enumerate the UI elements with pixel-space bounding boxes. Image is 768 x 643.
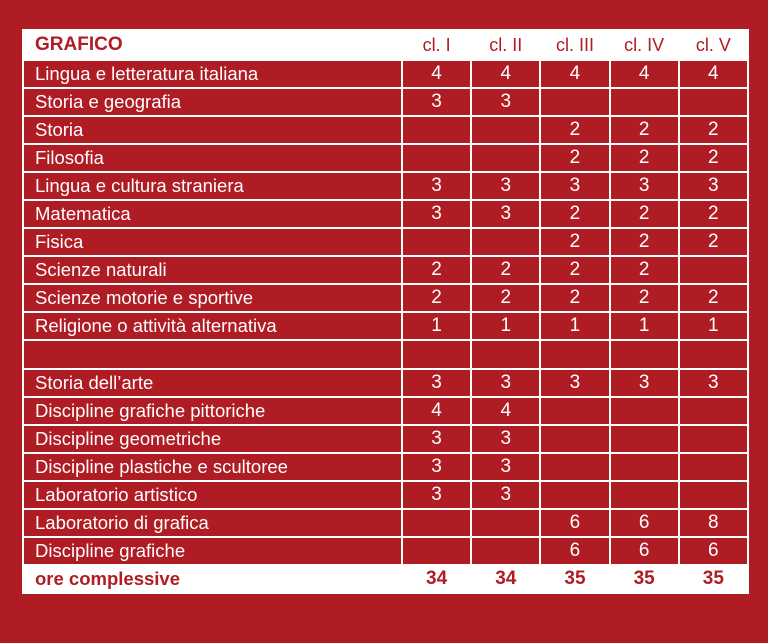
subject-cell: Laboratorio di grafica: [23, 509, 402, 537]
table-row: [23, 481, 748, 509]
hours-cell: 3: [610, 369, 679, 397]
table-row: [23, 200, 748, 228]
hours-cell: [540, 397, 609, 425]
hours-cell: 3: [471, 200, 540, 228]
hours-cell: 2: [540, 116, 609, 144]
hours-cell: 2: [540, 144, 609, 172]
hours-cell: 2: [679, 116, 748, 144]
total-row: [23, 565, 748, 593]
hours-cell: 6: [540, 537, 609, 565]
class-header-5: cl. V: [679, 30, 748, 60]
hours-cell: [540, 340, 609, 369]
timetable: [22, 29, 749, 594]
hours-cell: 2: [540, 256, 609, 284]
hours-cell: 3: [402, 200, 471, 228]
timetable-container: [22, 29, 749, 594]
table-title: GRAFICO: [23, 30, 402, 60]
hours-cell: 3: [402, 425, 471, 453]
hours-cell: 6: [610, 509, 679, 537]
hours-cell: 3: [471, 453, 540, 481]
table-row: [23, 116, 748, 144]
hours-cell: 3: [471, 481, 540, 509]
hours-cell: [540, 88, 609, 116]
subject-cell: [23, 340, 402, 369]
subject-cell: Religione o attività alternativa: [23, 312, 402, 340]
hours-cell: 4: [679, 60, 748, 88]
hours-cell: 3: [402, 453, 471, 481]
table-row: [23, 284, 748, 312]
class-header-2: cl. II: [471, 30, 540, 60]
total-hours-cell: 35: [540, 565, 609, 593]
hours-cell: [679, 256, 748, 284]
hours-cell: 6: [679, 537, 748, 565]
hours-cell: 1: [540, 312, 609, 340]
table-row: [23, 369, 748, 397]
subject-cell: Matematica: [23, 200, 402, 228]
hours-cell: 8: [679, 509, 748, 537]
hours-cell: 3: [540, 172, 609, 200]
hours-cell: 3: [540, 369, 609, 397]
hours-cell: 2: [610, 116, 679, 144]
hours-cell: [679, 340, 748, 369]
subject-cell: Discipline grafiche: [23, 537, 402, 565]
hours-cell: 2: [540, 284, 609, 312]
table-row: [23, 144, 748, 172]
table-row: [23, 509, 748, 537]
hours-cell: 2: [471, 256, 540, 284]
hours-cell: 2: [679, 284, 748, 312]
total-hours-cell: 34: [402, 565, 471, 593]
table-row: [23, 453, 748, 481]
hours-cell: 3: [402, 369, 471, 397]
hours-cell: [471, 509, 540, 537]
hours-cell: [540, 453, 609, 481]
hours-cell: 3: [679, 369, 748, 397]
hours-cell: 2: [471, 284, 540, 312]
table-row: [23, 256, 748, 284]
hours-cell: 4: [402, 397, 471, 425]
subject-cell: Discipline plastiche e scultoree: [23, 453, 402, 481]
hours-cell: 2: [679, 200, 748, 228]
hours-cell: [402, 228, 471, 256]
hours-cell: 1: [402, 312, 471, 340]
table-row: [23, 340, 748, 369]
subject-cell: Discipline geometriche: [23, 425, 402, 453]
hours-cell: [610, 397, 679, 425]
hours-cell: [610, 453, 679, 481]
table-row: [23, 312, 748, 340]
total-hours-cell: 34: [471, 565, 540, 593]
hours-cell: [402, 116, 471, 144]
hours-cell: 3: [679, 172, 748, 200]
subject-cell: Filosofia: [23, 144, 402, 172]
hours-cell: 3: [471, 88, 540, 116]
class-header-3: cl. III: [540, 30, 609, 60]
hours-cell: 3: [402, 88, 471, 116]
hours-cell: [471, 340, 540, 369]
hours-cell: 1: [679, 312, 748, 340]
hours-cell: [679, 425, 748, 453]
hours-cell: [402, 509, 471, 537]
hours-cell: 3: [471, 369, 540, 397]
hours-cell: [402, 144, 471, 172]
hours-cell: 2: [610, 284, 679, 312]
hours-cell: 3: [471, 425, 540, 453]
hours-cell: [610, 88, 679, 116]
hours-cell: 2: [610, 144, 679, 172]
subject-cell: Discipline grafiche pittoriche: [23, 397, 402, 425]
table-row: [23, 60, 748, 88]
hours-cell: 2: [402, 284, 471, 312]
hours-cell: 6: [540, 509, 609, 537]
hours-cell: 2: [610, 228, 679, 256]
hours-cell: 4: [610, 60, 679, 88]
hours-cell: [679, 481, 748, 509]
hours-cell: [679, 397, 748, 425]
hours-cell: [540, 425, 609, 453]
hours-cell: [402, 340, 471, 369]
hours-cell: [471, 228, 540, 256]
hours-cell: 2: [540, 200, 609, 228]
subject-cell: Laboratorio artistico: [23, 481, 402, 509]
table-row: [23, 88, 748, 116]
total-label: ore complessive: [23, 565, 402, 593]
table-row: [23, 537, 748, 565]
total-hours-cell: 35: [610, 565, 679, 593]
table-row: [23, 228, 748, 256]
hours-cell: 2: [540, 228, 609, 256]
hours-cell: [679, 88, 748, 116]
table-row: [23, 397, 748, 425]
subject-cell: Storia dell’arte: [23, 369, 402, 397]
hours-cell: 2: [679, 144, 748, 172]
hours-cell: [402, 537, 471, 565]
hours-cell: 2: [679, 228, 748, 256]
hours-cell: [679, 453, 748, 481]
subject-cell: Scienze naturali: [23, 256, 402, 284]
subject-cell: Scienze motorie e sportive: [23, 284, 402, 312]
hours-cell: 3: [402, 481, 471, 509]
hours-cell: 1: [471, 312, 540, 340]
class-header-1: cl. I: [402, 30, 471, 60]
hours-cell: 3: [471, 172, 540, 200]
table-row: [23, 172, 748, 200]
hours-cell: 3: [610, 172, 679, 200]
hours-cell: 4: [540, 60, 609, 88]
subject-cell: Storia e geografia: [23, 88, 402, 116]
hours-cell: [610, 340, 679, 369]
class-header-4: cl. IV: [610, 30, 679, 60]
hours-cell: [610, 481, 679, 509]
hours-cell: [540, 481, 609, 509]
hours-cell: [471, 537, 540, 565]
total-hours-cell: 35: [679, 565, 748, 593]
hours-cell: [471, 116, 540, 144]
hours-cell: 4: [471, 397, 540, 425]
hours-cell: 3: [402, 172, 471, 200]
hours-cell: 2: [610, 200, 679, 228]
subject-cell: Fisica: [23, 228, 402, 256]
hours-cell: [610, 425, 679, 453]
hours-cell: 2: [610, 256, 679, 284]
subject-cell: Storia: [23, 116, 402, 144]
subject-cell: Lingua e cultura straniera: [23, 172, 402, 200]
hours-cell: 4: [402, 60, 471, 88]
header-row: [23, 30, 748, 60]
table-row: [23, 425, 748, 453]
subject-cell: Lingua e letteratura italiana: [23, 60, 402, 88]
hours-cell: 4: [471, 60, 540, 88]
hours-cell: 2: [402, 256, 471, 284]
hours-cell: [471, 144, 540, 172]
hours-cell: 1: [610, 312, 679, 340]
hours-cell: 6: [610, 537, 679, 565]
